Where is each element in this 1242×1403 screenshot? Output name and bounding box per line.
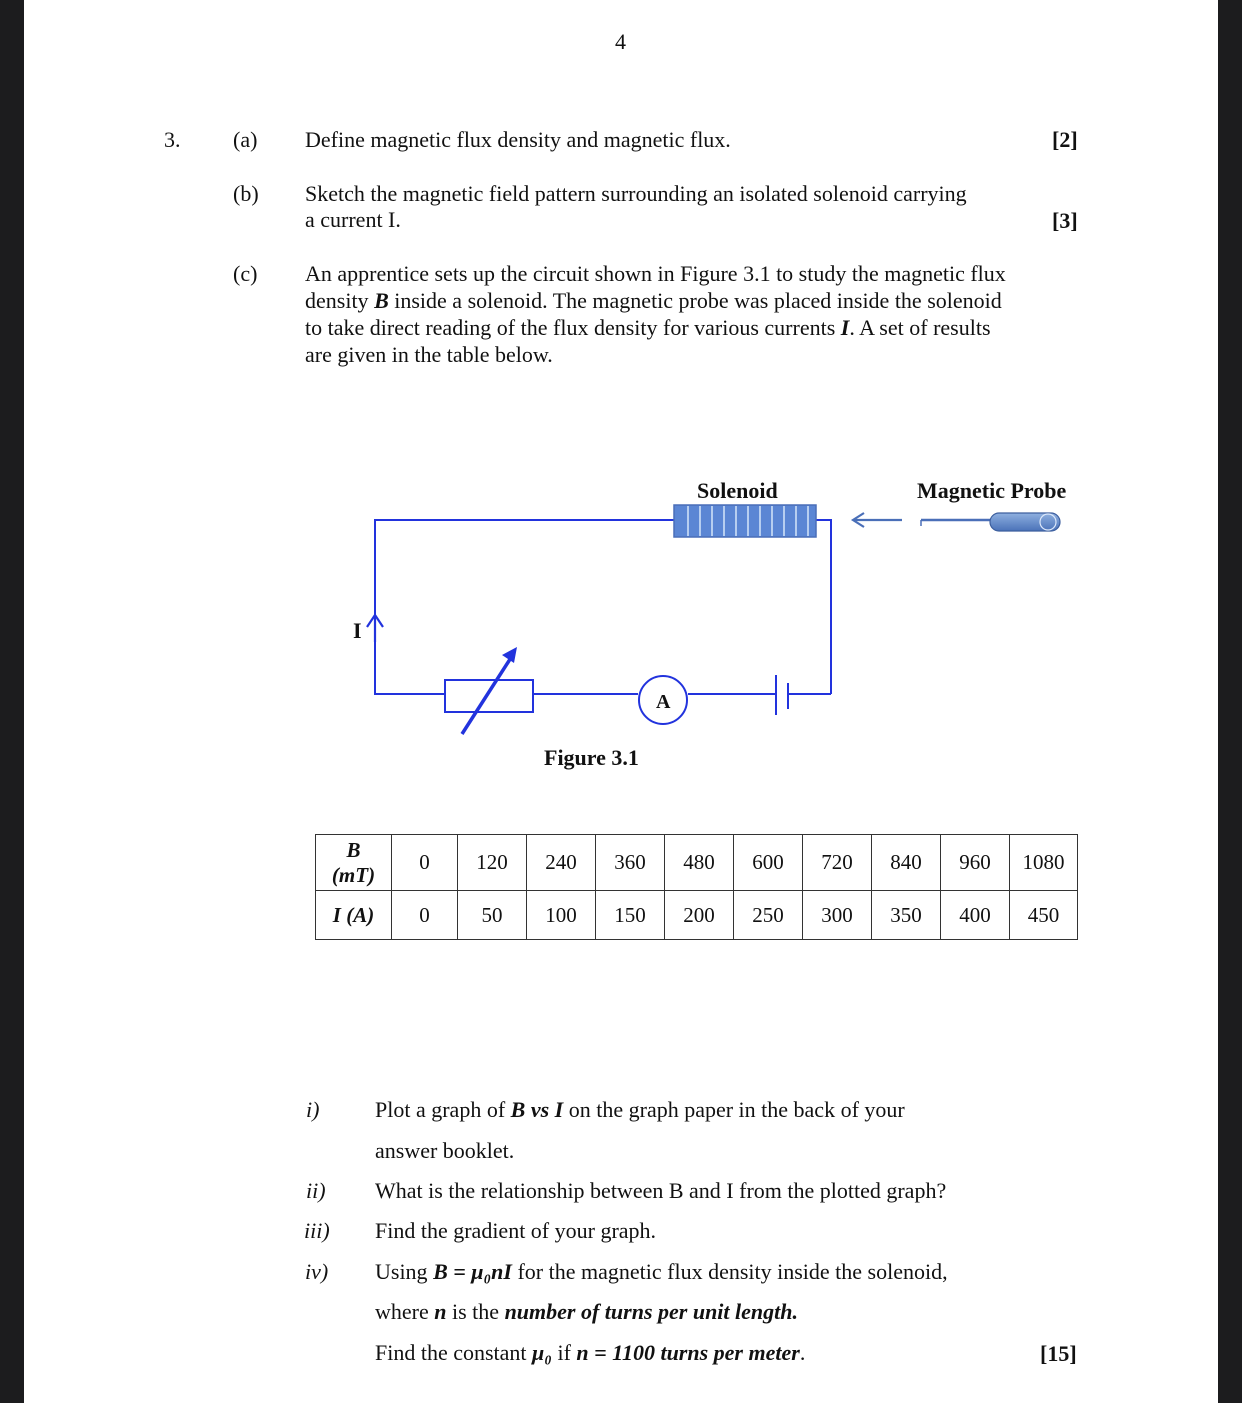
circuit-diagram <box>24 0 1218 800</box>
circuit-wires <box>375 520 831 694</box>
table-cell: 200 <box>665 891 734 940</box>
table-cell: 600 <box>734 835 803 891</box>
subpart-ii-label: ii) <box>306 1178 326 1203</box>
figure-caption: Figure 3.1 <box>544 745 639 770</box>
solenoid <box>674 505 816 537</box>
subpart-marks: [15] <box>1040 1341 1077 1366</box>
subpart-i-line2: answer booklet. <box>375 1138 515 1163</box>
table-cell: 150 <box>596 891 665 940</box>
table-row-B <box>316 835 1078 891</box>
part-b-line2: a current I. <box>305 207 401 232</box>
table-header-B: B (mT) <box>316 835 392 891</box>
table-cell: 360 <box>596 835 665 891</box>
subpart-iii-label: iii) <box>304 1218 330 1243</box>
subpart-iv-line1: Using B = μ₀nI for the magnetic flux density inside the solenoid, <box>375 1259 948 1284</box>
results-table <box>315 834 1078 940</box>
current-label: I <box>353 618 362 643</box>
subpart-iv-line3: Find the constant μ₀ if n = 1100 turns per meter. <box>375 1340 806 1365</box>
subpart-i-line1: Plot a graph of B vs I on the graph paper in the back of your <box>375 1097 905 1122</box>
subpart-iv-label: iv) <box>305 1259 329 1284</box>
table-cell: 350 <box>872 891 941 940</box>
solenoid-label: Solenoid <box>697 478 778 503</box>
magnetic-probe <box>921 513 1060 531</box>
part-a-text: Define magnetic flux density and magnetic flux. <box>305 127 731 152</box>
table-cell: 480 <box>665 835 734 891</box>
part-b-label: (b) <box>233 181 259 206</box>
table-cell: 720 <box>803 835 872 891</box>
insert-arrow <box>853 513 902 527</box>
current-arrow <box>367 615 383 642</box>
part-b-line1: Sketch the magnetic field pattern surrounding an isolated solenoid carrying <box>305 181 967 206</box>
table-cell: 1080 <box>1010 835 1078 891</box>
table-cell: 0 <box>392 891 458 940</box>
battery-cell <box>776 675 788 715</box>
table-header-I: I (A) <box>316 891 392 940</box>
table-cell: 960 <box>941 835 1010 891</box>
part-c-line2: density B inside a solenoid. The magnetic probe was placed inside the solenoid <box>305 288 1002 313</box>
table-cell: 50 <box>458 891 527 940</box>
part-c-line1: An apprentice sets up the circuit shown in Figure 3.1 to study the magnetic flux <box>305 261 1006 286</box>
table-row-I <box>316 891 1078 940</box>
question-number: 3. <box>164 127 181 152</box>
part-a-label: (a) <box>233 127 258 152</box>
page-number: 4 <box>615 29 626 54</box>
subpart-iv-line2: where n is the number of turns per unit length. <box>375 1299 798 1324</box>
table-cell: 250 <box>734 891 803 940</box>
table-cell: 120 <box>458 835 527 891</box>
table-cell: 0 <box>392 835 458 891</box>
subpart-ii-text: What is the relationship between B and I from the plotted graph? <box>375 1178 947 1203</box>
variable-resistor <box>445 647 533 734</box>
exam-page <box>24 0 1218 1403</box>
part-a-marks: [2] <box>1052 127 1078 152</box>
subpart-i-label: i) <box>306 1097 320 1122</box>
subpart-iii-text: Find the gradient of your graph. <box>375 1218 657 1243</box>
ammeter-label: A <box>656 691 671 713</box>
table-cell: 100 <box>527 891 596 940</box>
part-b-marks: [3] <box>1052 208 1078 233</box>
part-c-line4: are given in the table below. <box>305 342 553 367</box>
table-cell: 450 <box>1010 891 1078 940</box>
part-c-label: (c) <box>233 261 258 286</box>
table-cell: 400 <box>941 891 1010 940</box>
table-cell: 240 <box>527 835 596 891</box>
probe-label: Magnetic Probe <box>917 478 1067 503</box>
part-c-line3: to take direct reading of the flux density for various currents I. A set of results <box>305 315 991 340</box>
table-cell: 300 <box>803 891 872 940</box>
table-cell: 840 <box>872 835 941 891</box>
